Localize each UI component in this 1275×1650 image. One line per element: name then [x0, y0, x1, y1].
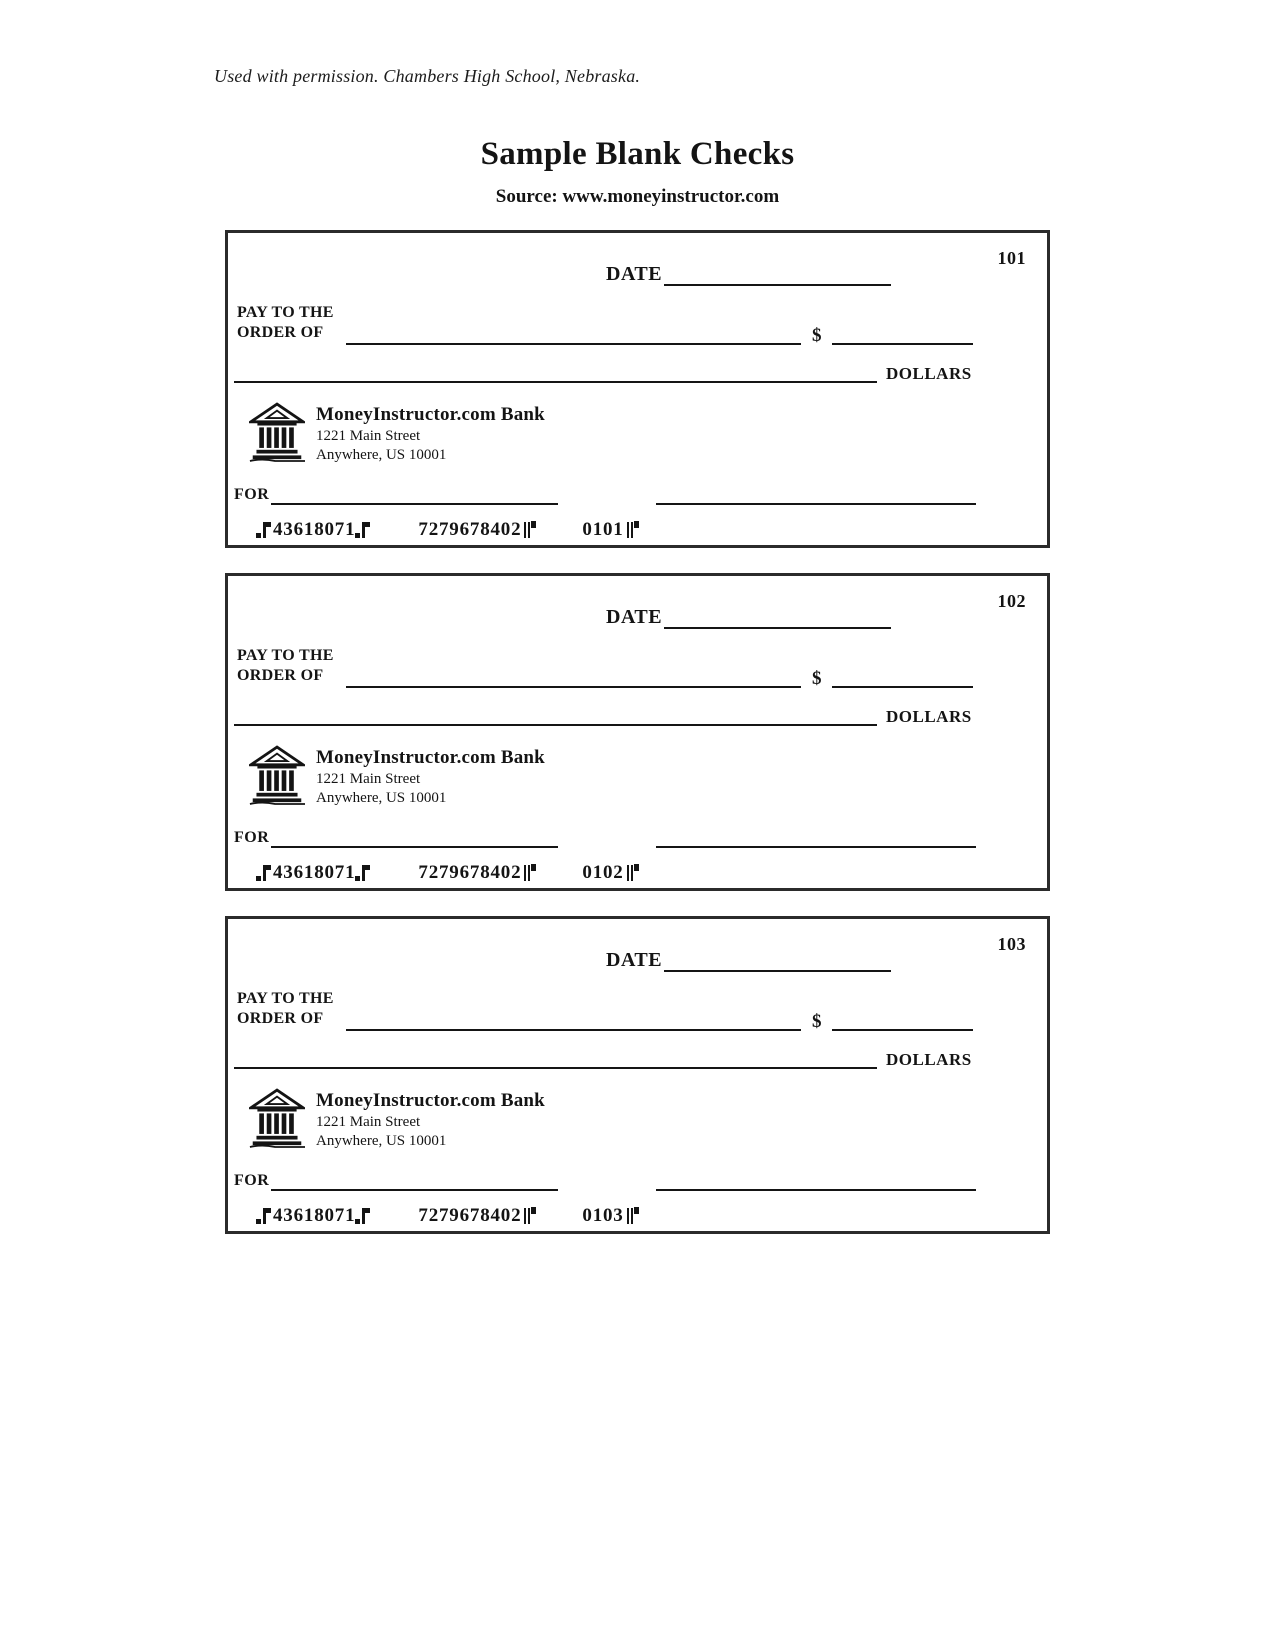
amount-words-line — [234, 1067, 877, 1069]
bank-building-icon — [249, 402, 305, 464]
source-line: Source: www.moneyinstructor.com — [495, 186, 780, 207]
date-line — [664, 627, 891, 629]
check-number: 102 — [997, 591, 1026, 611]
page-title: Sample Blank Checks — [480, 136, 795, 172]
micr-account-group — [418, 862, 538, 884]
micr-on-us-icon — [523, 1207, 536, 1225]
signature-line — [656, 846, 976, 848]
micr-check-number-group — [582, 519, 640, 541]
checks-stack — [225, 230, 1050, 1234]
micr-account-number: 7279678402 — [418, 519, 522, 540]
memo-line — [271, 846, 558, 848]
micr-line — [256, 862, 641, 884]
date-line — [664, 970, 891, 972]
micr-on-us-icon — [626, 521, 639, 539]
payee-line — [346, 686, 801, 688]
amount-line — [832, 1029, 973, 1031]
signature-line — [656, 503, 976, 505]
dollar-sign-label: $ — [812, 325, 822, 346]
micr-transit-icon — [357, 864, 370, 882]
pay-to-the-order-of-label — [237, 303, 334, 343]
micr-routing-group — [256, 862, 372, 884]
micr-check-number-group — [582, 1205, 640, 1227]
signature-line — [656, 1189, 976, 1191]
order-of-label: ORDER OF — [237, 1010, 324, 1027]
micr-account-number: 7279678402 — [418, 862, 522, 883]
amount-line — [832, 343, 973, 345]
bank-text — [316, 402, 545, 464]
pay-to-the-order-of-label — [237, 989, 334, 1029]
for-label: FOR — [234, 486, 270, 503]
bank-block — [249, 745, 545, 807]
micr-routing-number: 43618071 — [273, 519, 356, 540]
amount-line — [832, 686, 973, 688]
memo-line — [271, 1189, 558, 1191]
micr-check-number-group — [582, 862, 640, 884]
bank-name: MoneyInstructor.com Bank — [316, 1090, 545, 1111]
order-of-label: ORDER OF — [237, 667, 324, 684]
micr-account-group — [418, 1205, 538, 1227]
amount-words-line — [234, 724, 877, 726]
check-103 — [225, 916, 1050, 1234]
pay-to-the-label: PAY TO THE — [237, 304, 334, 321]
permission-note: Used with permission. Chambers High School, Nebraska. — [214, 66, 641, 86]
micr-check-number: 0102 — [582, 862, 624, 883]
dollar-sign-label: $ — [812, 668, 822, 689]
micr-transit-icon — [357, 1207, 370, 1225]
bank-block — [249, 1088, 545, 1150]
micr-check-number: 0101 — [582, 519, 624, 540]
amount-words-line — [234, 381, 877, 383]
micr-routing-number: 43618071 — [273, 862, 356, 883]
date-label: DATE — [606, 263, 663, 285]
micr-on-us-icon — [626, 864, 639, 882]
bank-text — [316, 1088, 545, 1150]
bank-building-icon — [249, 1088, 305, 1150]
check-number: 101 — [997, 248, 1026, 268]
memo-line — [271, 503, 558, 505]
check-number: 103 — [997, 934, 1026, 954]
micr-transit-icon — [258, 521, 271, 539]
bank-name: MoneyInstructor.com Bank — [316, 747, 545, 768]
micr-line — [256, 1205, 641, 1227]
bank-address-line2: Anywhere, US 10001 — [316, 1133, 447, 1149]
date-line — [664, 284, 891, 286]
micr-transit-icon — [258, 1207, 271, 1225]
check-102 — [225, 573, 1050, 891]
micr-line — [256, 519, 641, 541]
dollars-label: DOLLARS — [886, 707, 972, 726]
bank-address-line1: 1221 Main Street — [316, 428, 421, 444]
micr-routing-group — [256, 1205, 372, 1227]
pay-to-the-order-of-label — [237, 646, 334, 686]
micr-transit-icon — [258, 864, 271, 882]
pay-to-the-label: PAY TO THE — [237, 647, 334, 664]
micr-on-us-icon — [523, 521, 536, 539]
for-label: FOR — [234, 1172, 270, 1189]
date-label: DATE — [606, 949, 663, 971]
micr-transit-icon — [357, 521, 370, 539]
micr-on-us-icon — [626, 1207, 639, 1225]
micr-check-number: 0103 — [582, 1205, 624, 1226]
bank-text — [316, 745, 545, 807]
pay-to-the-label: PAY TO THE — [237, 990, 334, 1007]
order-of-label: ORDER OF — [237, 324, 324, 341]
payee-line — [346, 1029, 801, 1031]
bank-address-line1: 1221 Main Street — [316, 1114, 421, 1130]
bank-address-line1: 1221 Main Street — [316, 771, 421, 787]
bank-address-line2: Anywhere, US 10001 — [316, 447, 447, 463]
payee-line — [346, 343, 801, 345]
dollars-label: DOLLARS — [886, 1050, 972, 1069]
micr-routing-group — [256, 519, 372, 541]
micr-routing-number: 43618071 — [273, 1205, 356, 1226]
micr-account-group — [418, 519, 538, 541]
dollar-sign-label: $ — [812, 1011, 822, 1032]
bank-name: MoneyInstructor.com Bank — [316, 404, 545, 425]
bank-address-line2: Anywhere, US 10001 — [316, 790, 447, 806]
for-label: FOR — [234, 829, 270, 846]
micr-on-us-icon — [523, 864, 536, 882]
check-101 — [225, 230, 1050, 548]
micr-account-number: 7279678402 — [418, 1205, 522, 1226]
dollars-label: DOLLARS — [886, 364, 972, 383]
bank-building-icon — [249, 745, 305, 807]
bank-block — [249, 402, 545, 464]
date-label: DATE — [606, 606, 663, 628]
